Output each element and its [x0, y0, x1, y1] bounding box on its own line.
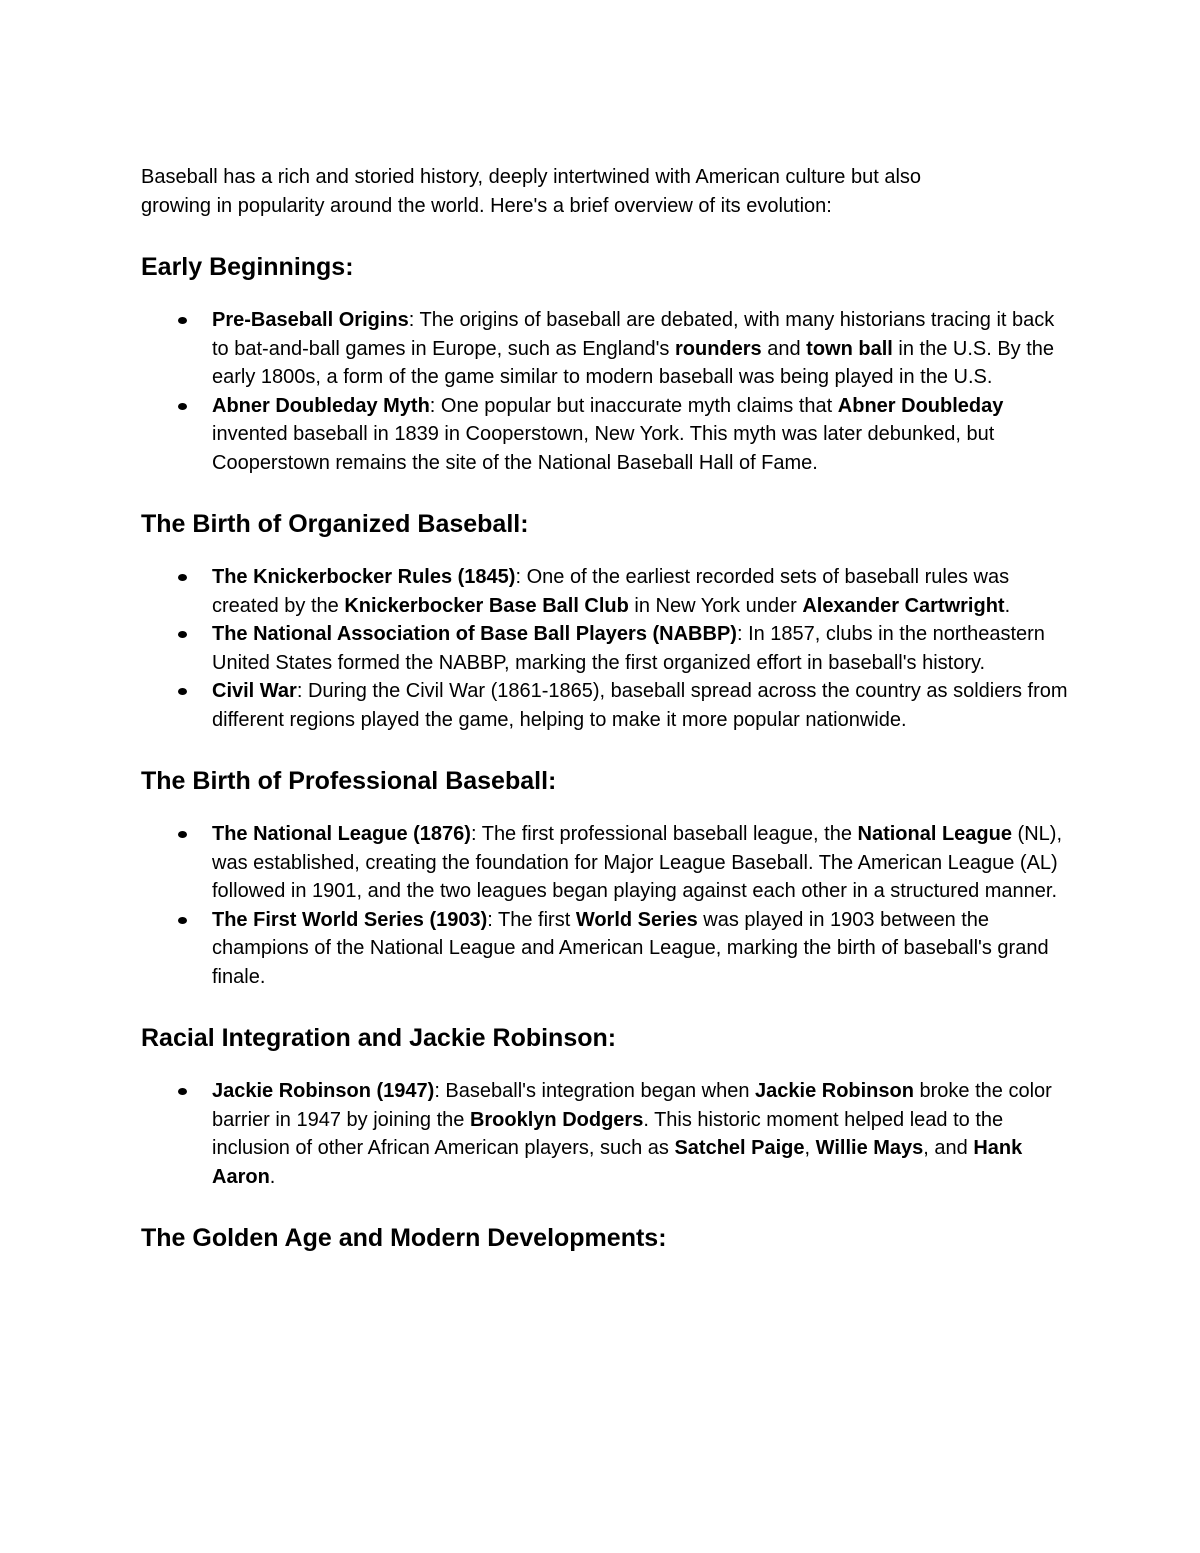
bullet-icon	[178, 688, 187, 695]
bullet-icon	[178, 1088, 187, 1095]
list-item: Civil War: During the Civil War (1861-1865), baseball spread across the country as soldiers from different regions played the game, helping to make it more popular nationwide.	[141, 677, 1071, 734]
intro-line-1: Baseball has a rich and storied history, deeply intertwined with American culture but also	[141, 166, 922, 188]
intro-paragraph	[141, 163, 1071, 220]
heading-early-beginnings: Early Beginnings:	[141, 253, 354, 281]
heading-professional-baseball: The Birth of Professional Baseball:	[141, 767, 557, 795]
bullet-icon	[178, 831, 187, 838]
list-item: The National Association of Base Ball Players (NABBP): In 1857, clubs in the northeastern United States formed the NABBP, marking the first organized effort in baseball's history.	[141, 620, 1071, 677]
document-page	[141, 163, 1071, 1254]
bullet-icon	[178, 317, 187, 324]
list-item: Abner Doubleday Myth: One popular but inaccurate myth claims that Abner Doubleday invented baseball in 1839 in Cooperstown, New York. This myth was later debunked, but Cooperstown remains the site of the National Baseball Hall of Fame.	[141, 392, 1071, 478]
list-professional-baseball	[141, 820, 1071, 991]
list-item: Pre-Baseball Origins: The origins of baseball are debated, with many historians tracing it back to bat-and-ball games in Europe, such as England's rounders and town ball in the U.S. By the early 1800s, a form of the game similar to modern baseball was being played in the U.S.	[141, 306, 1071, 392]
heading-golden-age: The Golden Age and Modern Developments:	[141, 1224, 667, 1252]
bullet-icon	[178, 574, 187, 581]
intro-line-2: growing in popularity around the world. Here's a brief overview of its evolution:	[141, 194, 832, 217]
bullet-icon	[178, 917, 187, 924]
bullet-icon	[178, 631, 187, 638]
list-item: The National League (1876): The first professional baseball league, the National League (NL), was established, creating the foundation for Major League Baseball. The American League (AL) followed in 1901, and the two leagues began playing against each other in a structured manner.	[141, 820, 1071, 906]
list-racial-integration	[141, 1077, 1071, 1191]
list-item: The First World Series (1903): The first World Series was played in 1903 between the champions of the National League and American League, marking the birth of baseball's grand finale.	[141, 906, 1071, 992]
heading-racial-integration: Racial Integration and Jackie Robinson:	[141, 1024, 617, 1052]
list-item: Jackie Robinson (1947): Baseball's integration began when Jackie Robinson broke the color barrier in 1947 by joining the Brooklyn Dodgers. This historic moment helped lead to the inclusion of other African American players, such as Satchel Paige, Willie Mays, and Hank Aaron.	[141, 1077, 1071, 1191]
list-early-beginnings	[141, 306, 1071, 477]
bullet-icon	[178, 403, 187, 410]
heading-organized-baseball: The Birth of Organized Baseball:	[141, 510, 529, 538]
list-item: The Knickerbocker Rules (1845): One of the earliest recorded sets of baseball rules was created by the Knickerbocker Base Ball Club in New York under Alexander Cartwright.	[141, 563, 1071, 620]
list-organized-baseball	[141, 563, 1071, 734]
